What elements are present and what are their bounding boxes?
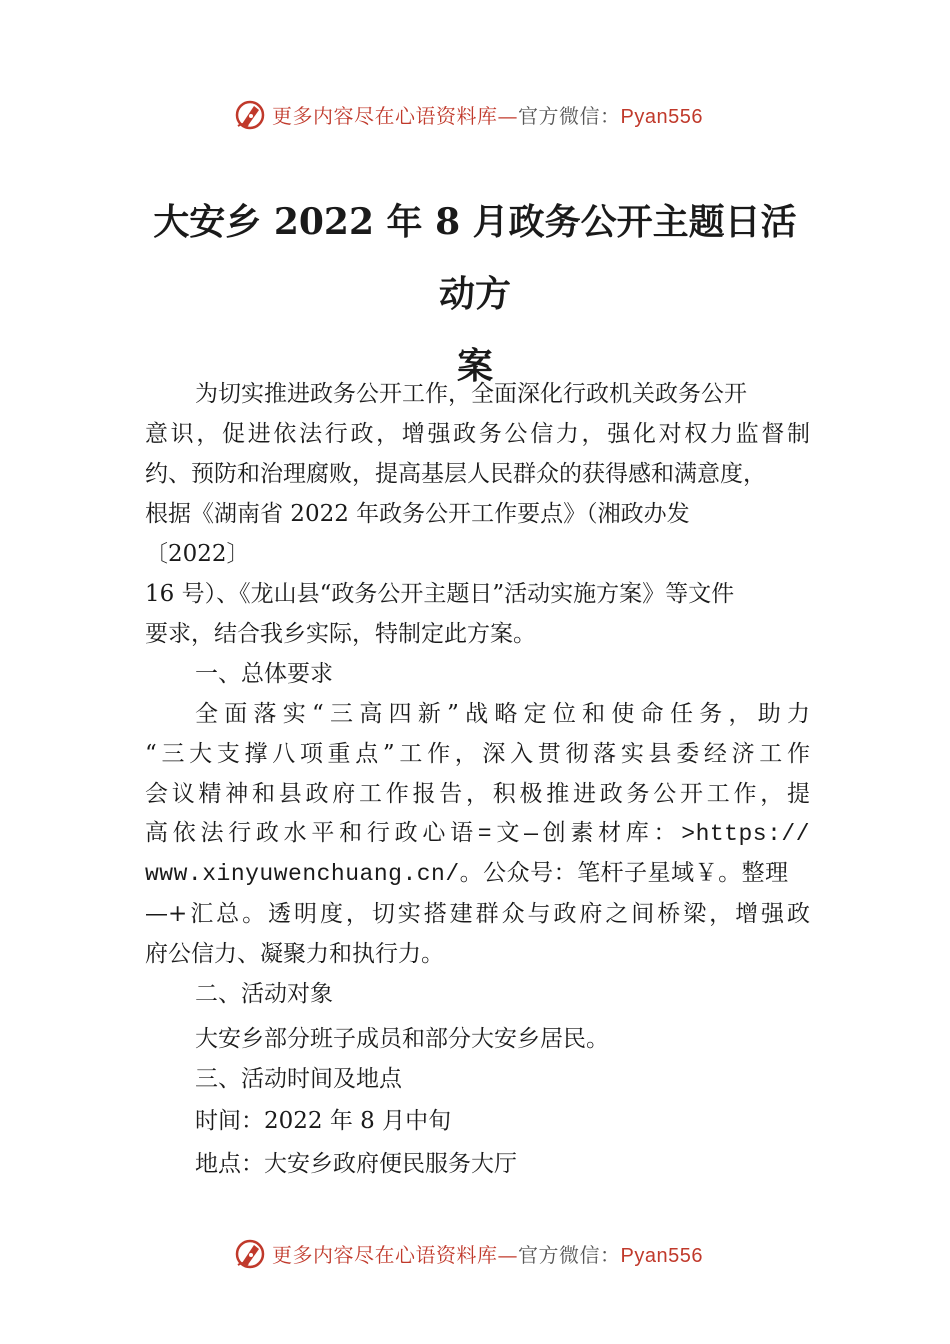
body-line: —+汇总。透明度，切实搭建群众与政府之间桥梁，增强政	[145, 901, 810, 927]
body-line: 府公信力、凝聚力和执行力。	[145, 941, 444, 967]
watermark-wechat-id: Pyan556	[620, 1244, 703, 1267]
body-line: 为切实推进政务公开工作，全面深化行政机关政务公开	[195, 381, 747, 407]
body-line: www.xinyuwenchuang.cn/。公众号：笔杆子星域￥。整理	[145, 861, 789, 887]
body-line: 全面落实“三高四新”战略定位和使命任务，助力	[195, 701, 810, 727]
section-heading: 一、总体要求	[195, 661, 333, 687]
body-line: 高依法行政水平和行政心语=文—创素材库：>https://	[145, 821, 810, 847]
body-line: 大安乡部分班子成员和部分大安乡居民。	[195, 1026, 609, 1052]
document-body	[145, 374, 810, 1184]
watermark-content	[232, 94, 703, 134]
body-line: 时间：2022 年 8 月中旬	[195, 1108, 452, 1134]
watermark-wechat-label: 官方微信：	[518, 103, 621, 128]
body-line: 〔2022〕	[145, 541, 250, 567]
watermark-text: 更多内容尽在心语资料库—	[272, 1242, 518, 1267]
watermark-text: 更多内容尽在心语资料库—	[272, 103, 518, 128]
watermark-banner-top	[0, 94, 950, 134]
document-title	[140, 186, 810, 402]
watermark-banner-bottom	[0, 1233, 950, 1273]
section-heading: 二、活动对象	[195, 981, 333, 1007]
body-line: 会议精神和县政府工作报告，积极推进政务公开工作，提	[145, 781, 810, 807]
pen-nib-logo-icon	[232, 1235, 268, 1271]
watermark-content	[232, 1233, 703, 1273]
pen-nib-logo-icon	[232, 96, 268, 132]
body-line: “三大支撑八项重点”工作，深入贯彻落实县委经济工作	[145, 741, 810, 767]
watermark-wechat-label: 官方微信：	[518, 1242, 621, 1267]
watermark-wechat-id: Pyan556	[620, 105, 703, 128]
body-line: 地点：大安乡政府便民服务大厅	[195, 1151, 517, 1177]
title-line-2: 案	[456, 345, 493, 387]
section-heading: 三、活动时间及地点	[195, 1066, 402, 1092]
body-line: 根据《湖南省 2022 年政务公开工作要点》（湘政办发	[145, 501, 690, 527]
body-line: 意识，促进依法行政，增强政务公信力，强化对权力监督制	[145, 421, 810, 447]
body-line: 要求，结合我乡实际，特制定此方案。	[145, 621, 536, 647]
body-line: 16 号）、《龙山县“政务公开主题日”活动实施方案》等文件	[145, 581, 735, 607]
body-line: 约、预防和治理腐败，提高基层人民群众的获得感和满意度，	[145, 461, 766, 487]
title-line-1: 大安乡 2022 年 8 月政务公开主题日活动方	[153, 201, 797, 315]
